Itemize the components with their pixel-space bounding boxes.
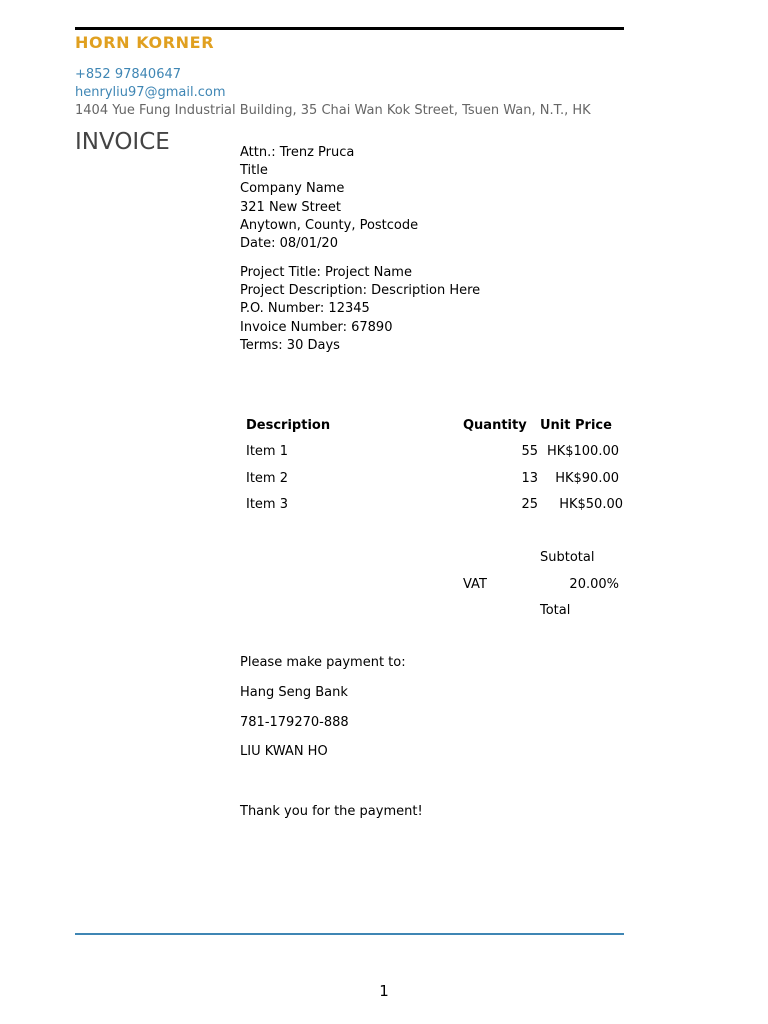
vat-value: 20.00% [569, 577, 619, 592]
account-holder: LIU KWAN HO [240, 744, 328, 759]
company-address: 1404 Yue Fung Industrial Building, 35 Chai Wan Kok Street, Tsuen Wan, N.T., HK [75, 103, 591, 118]
col-header-quantity: Quantity [463, 418, 527, 433]
item-unit-price: HK$50.00 [559, 497, 623, 512]
invoice-number: Invoice Number: 67890 [240, 319, 393, 335]
company-name: HORN KORNER [75, 33, 215, 52]
col-header-description: Description [246, 418, 331, 433]
total-label: Total [540, 603, 571, 618]
item-unit-price: HK$100.00 [546, 444, 619, 459]
project-description: Project Description: Description Here [240, 283, 481, 299]
item-quantity: 13 [521, 471, 538, 486]
item-description: Item 2 [246, 471, 288, 486]
recipient-title: Title [240, 163, 268, 179]
subtotal-label: Subtotal [540, 550, 595, 565]
item-unit-price: HK$90.00 [555, 471, 619, 486]
thank-you-note: Thank you for the payment! [240, 804, 423, 819]
invoice-title: INVOICE [75, 129, 170, 155]
payment-terms: Terms: 30 Days [240, 337, 340, 353]
bank-account: 781-179270-888 [240, 715, 349, 730]
recipient-attn: Attn.: Trenz Pruca [240, 145, 355, 160]
recipient-block [240, 144, 418, 253]
item-description: Item 1 [246, 444, 288, 459]
page-number: 1 [379, 982, 389, 1000]
col-header-unit-price: Unit Price [540, 418, 612, 433]
bottom-divider [75, 933, 624, 935]
invoice-date: Date: 08/01/20 [240, 236, 338, 252]
project-title: Project Title: Project Name [240, 265, 412, 280]
item-quantity: 25 [521, 497, 538, 512]
vat-label: VAT [463, 577, 487, 592]
company-email: henryliu97@gmail.com [75, 85, 226, 100]
po-number: P.O. Number: 12345 [240, 301, 370, 317]
bank-name: Hang Seng Bank [240, 685, 348, 700]
project-block [240, 264, 480, 355]
top-divider [75, 27, 624, 30]
recipient-street: 321 New Street [240, 199, 341, 215]
payment-intro: Please make payment to: [240, 655, 406, 670]
item-description: Item 3 [246, 497, 288, 512]
item-quantity: 55 [521, 444, 538, 459]
recipient-company: Company Name [240, 181, 345, 197]
company-phone: +852 97840647 [75, 67, 182, 82]
recipient-city: Anytown, County, Postcode [240, 217, 419, 233]
